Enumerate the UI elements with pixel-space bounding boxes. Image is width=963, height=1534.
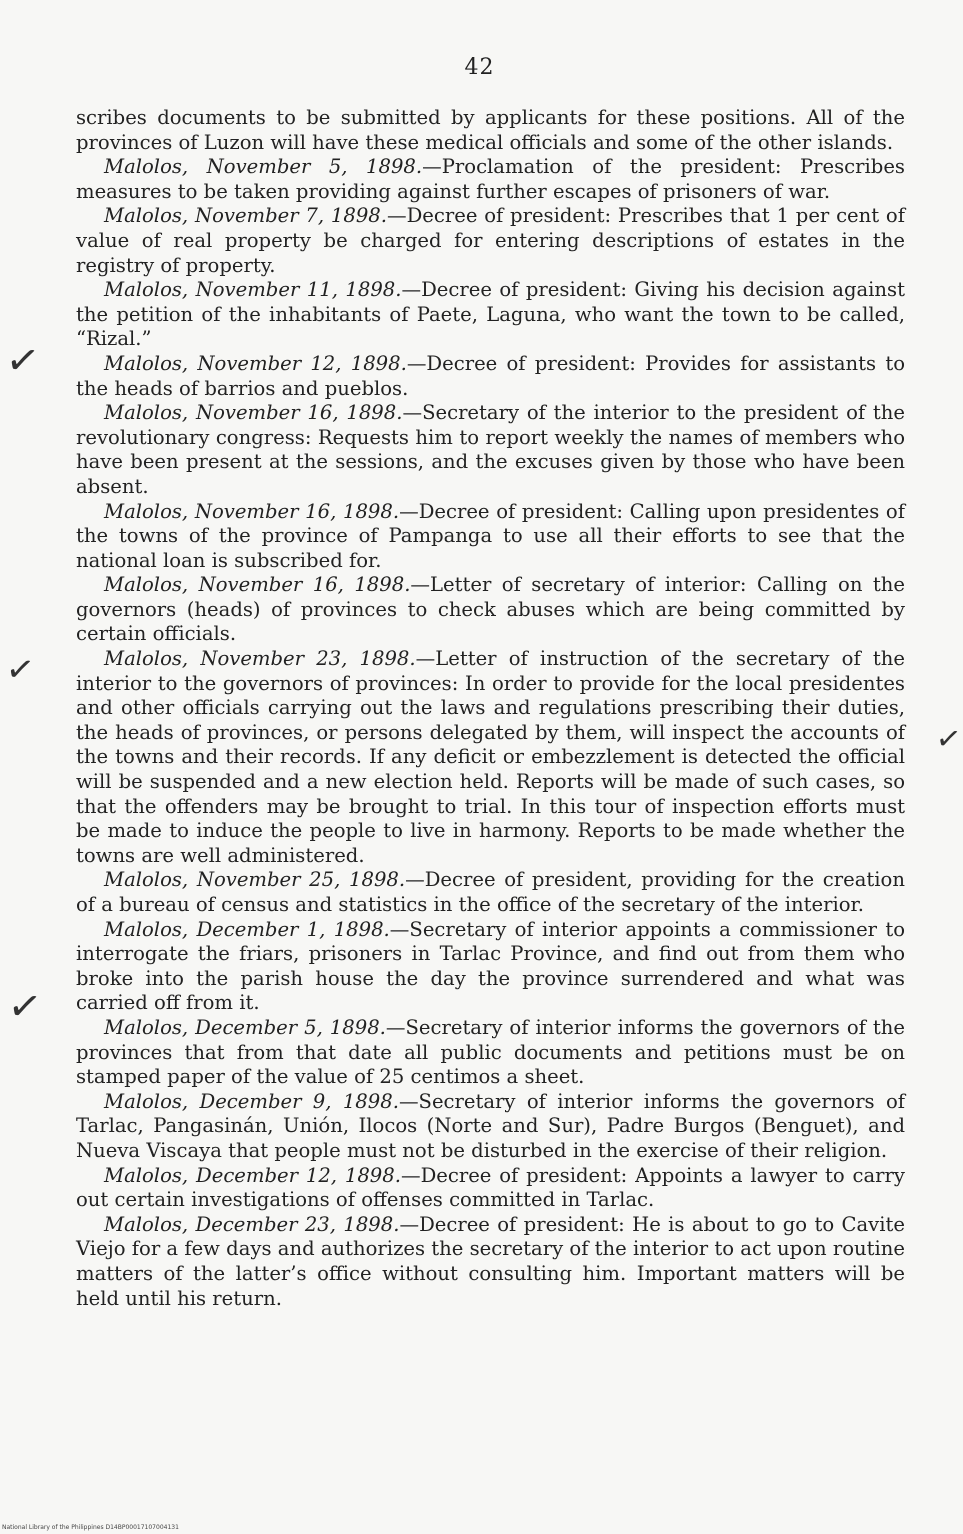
entry-date: Malolos, November 25, 1898. bbox=[104, 868, 406, 892]
entry-paragraph bbox=[76, 204, 905, 278]
entry-paragraph bbox=[76, 868, 905, 917]
entry-text: —Secretary of interior informs the governors of the provinces that from that date all public documents and petitions must be on stamped paper of the value of 25 centimos a sheet. bbox=[76, 1015, 905, 1089]
entry-paragraph bbox=[76, 647, 905, 868]
entry-text: —Decree of president, providing for the creation of a bureau of census and statistics in the office of the secretary of the interior. bbox=[76, 868, 905, 916]
entry-date: Malolos, December 23, 1898. bbox=[104, 1212, 400, 1236]
entry-paragraph bbox=[76, 352, 905, 401]
entry-paragraph bbox=[76, 155, 905, 204]
entry-paragraph bbox=[76, 1090, 905, 1164]
entry-paragraph bbox=[76, 1213, 905, 1311]
check-mark-icon: ✓ bbox=[2, 335, 43, 387]
entry-date: Malolos, November 12, 1898. bbox=[104, 351, 407, 375]
entry-date: Malolos, November 16, 1898. bbox=[104, 401, 403, 425]
entry-text: —Secretary of interior appoints a commissioner to interrogate the friars, prisoners in Tarlac Province, and find out from them who broke into the parish house the day the province surrendered and what was carried off from it. bbox=[76, 917, 905, 1015]
entry-date: Malolos, December 12, 1898. bbox=[104, 1163, 401, 1187]
entry-date: Malolos, December 1, 1898. bbox=[104, 917, 390, 941]
entry-text: —Decree of president: He is about to go to Cavite Viejo for a few days and authorizes the secretary of the interior to act upon routine matters of the latter’s office without consulting him. Important matters will be held until his return. bbox=[76, 1212, 905, 1310]
entry-text: —Decree of president: Calling upon presidentes of the towns of the province of Pampanga to use all their efforts to see that the national loan is subscribed for. bbox=[76, 499, 905, 572]
entry-text: —Letter of instruction of the secretary of the interior to the governors of provinces: In order to provide for the local presidentes and other officials carrying out the laws and regulations prescribing their duties, the heads of provinces, or persons delegated by them, will inspect the accounts of the towns and their records. If any deficit or embezzlement is detected the official will be suspended and a new election held. Reports will be made of such cases, so that the offenders may be brought to trial. In this tour of inspection efforts must be made to induce the people to live in harmony. Reports to be made whether the towns are well administered. bbox=[76, 647, 905, 867]
page-number: 42 bbox=[464, 55, 495, 80]
check-mark-icon: ✓ bbox=[933, 720, 963, 759]
entry-date: Malolos, November 5, 1898. bbox=[104, 155, 423, 179]
entry-date: Malolos, December 5, 1898. bbox=[104, 1015, 386, 1039]
entry-text: —Decree of president: Giving his decision against the petition of the inhabitants of Paete, Laguna, who want the town to be called, “Rizal.” bbox=[76, 278, 905, 351]
check-mark-icon: ✓ bbox=[3, 648, 38, 692]
entry-paragraph bbox=[76, 1016, 905, 1090]
entry-text: —Secretary of interior informs the governors of Tarlac, Pangasinán, Unión, Ilocos (Norte and Sur), Padre Burgos (Benguet), and Nueva Viscaya that people must not be disturbed in the exercise of their religion. bbox=[76, 1089, 906, 1162]
entry-paragraph bbox=[76, 500, 905, 574]
entry-paragraph bbox=[76, 401, 905, 499]
entry-paragraph bbox=[76, 1164, 905, 1213]
entry-date: Malolos, November 16, 1898. bbox=[104, 573, 411, 597]
entry-date: Malolos, November 7, 1898. bbox=[104, 204, 387, 228]
entry-paragraph bbox=[76, 573, 905, 647]
entry-text: —Letter of secretary of interior: Calling on the governors (heads) of provinces to check abuses which are being committed by certain officials. bbox=[76, 573, 905, 646]
intro-paragraph: scribes documents to be submitted by applicants for these positions. All of the provinces of Luzon will have these medical officials and some of the other islands. bbox=[76, 106, 905, 154]
check-mark-icon: ✓ bbox=[4, 981, 45, 1033]
footer-caption: National Library of the Philippines D14BP00017107004131 bbox=[2, 1524, 179, 1531]
entry-date: Malolos, November 16, 1898. bbox=[104, 499, 400, 523]
text-block bbox=[76, 106, 905, 1311]
entry-text: —Decree of president: Prescribes that 1 per cent of value of real property be charged for entering descriptions of estates in the registry of property. bbox=[76, 204, 905, 277]
entry-text: —Proclamation of the president: Prescribes measures to be taken providing against further escapes of prisoners of war. bbox=[76, 155, 905, 203]
entry-date: Malolos, November 23, 1898. bbox=[104, 647, 416, 671]
entry-paragraph bbox=[76, 278, 905, 352]
entry-text: —Decree of president: Appoints a lawyer to carry out certain investigations of offenses committed in Tarlac. bbox=[76, 1163, 905, 1212]
entry-text: —Decree of president: Provides for assistants to the heads of barrios and pueblos. bbox=[76, 351, 905, 400]
entry-text: —Secretary of the interior to the president of the revolutionary congress: Requests him to report weekly the names of members who have been present at the sessions, and the excuses given by those who have been absent. bbox=[76, 401, 905, 498]
entry-date: Malolos, December 9, 1898. bbox=[104, 1089, 399, 1113]
entry-paragraph bbox=[76, 918, 905, 1016]
entry-date: Malolos, November 11, 1898. bbox=[104, 278, 402, 302]
